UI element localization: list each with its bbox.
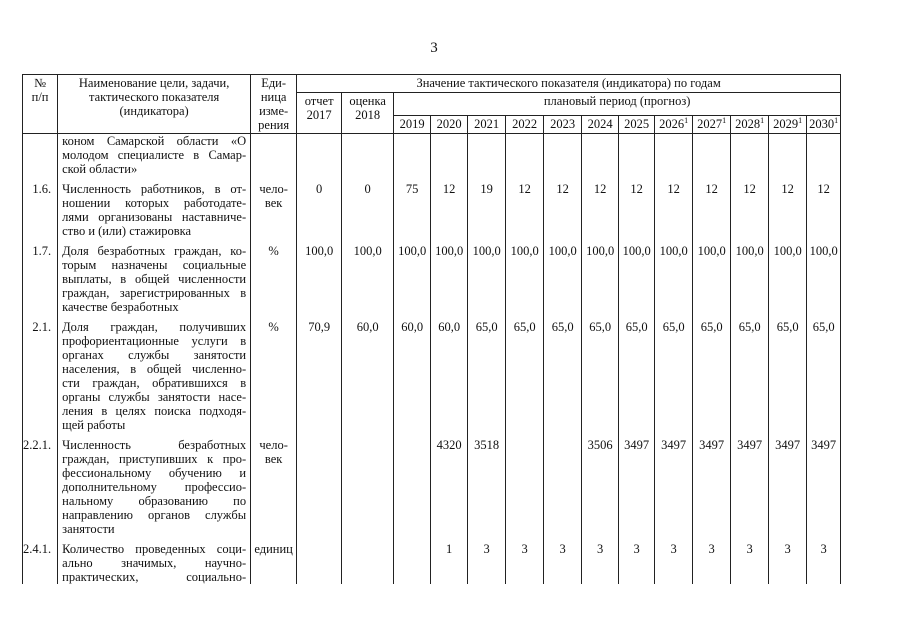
indicator-value: 100,0 [769,244,807,314]
header-year: 2022 [506,116,544,134]
table-row [23,438,841,536]
indicator-value: 1 [431,542,468,584]
indicator-value [731,134,769,177]
header-year: 2020 [431,116,468,134]
indicator-value [544,134,582,177]
header-report: отчет 2017 [297,93,342,134]
indicator-value [394,542,431,584]
indicator-value [619,134,655,177]
indicator-name: Доля безработных граждан, ко- торым назначены социальные выплаты, в общей численности граждан, зарегистрированных в качестве безработных [58,244,251,314]
indicator-name: коном Самарской области «О молодом специалисте в Самар- ской области» [58,134,251,177]
row-number: 2.2.1. [23,438,58,536]
indicator-value: 3 [468,542,506,584]
footnote-mark: 1 [834,115,839,125]
indicator-value: 100,0 [468,244,506,314]
row-number [23,134,58,177]
header-year: 2021 [468,116,506,134]
indicator-value: 65,0 [807,320,841,432]
indicator-value [394,134,431,177]
indicator-value [468,134,506,177]
indicator-value: 100,0 [506,244,544,314]
header-year: 2027$^1$ [693,116,731,134]
header-year: 2025 [619,116,655,134]
indicator-value: 65,0 [468,320,506,432]
indicator-value: 100,0 [394,244,431,314]
indicator-value: 60,0 [431,320,468,432]
header-unit: Еди- ница изме- рения [251,75,297,134]
indicator-value: 12 [693,182,731,238]
indicator-value: 3 [731,542,769,584]
indicator-value: 3497 [769,438,807,536]
row-number: 2.1. [23,320,58,432]
header-values-group: Значение тактического показателя (индикатора) по годам [297,75,841,93]
indicator-value: 60,0 [394,320,431,432]
indicator-value [342,438,394,536]
indicator-value [342,134,394,177]
indicator-value: 4320 [431,438,468,536]
unit-of-measure: чело- век [251,438,297,536]
header-year: 2019 [394,116,431,134]
indicator-value: 100,0 [544,244,582,314]
indicator-value: 3 [693,542,731,584]
header-year: 2029$^1$ [769,116,807,134]
indicator-value: 65,0 [769,320,807,432]
indicator-value [544,438,582,536]
indicator-value [655,134,693,177]
indicator-value [342,542,394,584]
indicator-name: Численность безработных граждан, приступивших к про- фессиональному обучению и дополнительному профессио- нальному образованию по направлению органов службы занятости [58,438,251,536]
indicator-value: 100,0 [342,244,394,314]
indicator-value: 3 [544,542,582,584]
row-number: 1.7. [23,244,58,314]
indicator-value [582,134,619,177]
table-row [23,244,841,314]
indicator-value: 65,0 [619,320,655,432]
indicator-value: 12 [619,182,655,238]
header-name: Наименование цели, задачи, тактического показателя (индикатора) [58,75,251,134]
indicator-value [693,134,731,177]
footnote-mark: 1 [722,115,727,125]
indicator-value: 65,0 [693,320,731,432]
indicator-value: 65,0 [506,320,544,432]
indicator-value: 12 [431,182,468,238]
indicator-value: 19 [468,182,506,238]
indicator-value [769,134,807,177]
indicator-value: 3 [582,542,619,584]
row-number: 1.6. [23,182,58,238]
indicator-value: 3497 [619,438,655,536]
indicator-value: 0 [342,182,394,238]
page-number: 3 [430,40,438,56]
indicator-name: Численность работников, в от- ношении которых работодате- лями организованы наставниче- ство и (или) стажировка [58,182,251,238]
indicator-value [297,438,342,536]
row-number: 2.4.1. [23,542,58,584]
indicator-value: 3 [807,542,841,584]
indicator-value [506,134,544,177]
indicator-value: 100,0 [693,244,731,314]
indicator-value: 12 [582,182,619,238]
table-row [23,134,841,177]
table-row [23,320,841,432]
indicator-value: 12 [731,182,769,238]
header-year: 2024 [582,116,619,134]
indicator-value: 3497 [693,438,731,536]
indicator-value: 100,0 [297,244,342,314]
indicator-value: 12 [506,182,544,238]
indicator-value: 12 [769,182,807,238]
indicator-value: 3497 [731,438,769,536]
header-year: 2028$^1$ [731,116,769,134]
header-num: № п/п [23,75,58,134]
indicators-table [22,74,841,584]
unit-of-measure: % [251,320,297,432]
header-estimate: оценка 2018 [342,93,394,134]
table-row [23,542,841,584]
table-header [23,75,841,134]
unit-of-measure: чело- век [251,182,297,238]
indicator-value: 3497 [655,438,693,536]
indicator-value: 3 [619,542,655,584]
indicator-value: 100,0 [807,244,841,314]
header-year: 2026$^1$ [655,116,693,134]
footnote-mark: 1 [760,115,765,125]
indicator-value [297,134,342,177]
indicator-value: 3497 [807,438,841,536]
table-body [23,134,841,585]
header-plan-period: плановый период (прогноз) [394,93,841,116]
indicator-value: 65,0 [655,320,693,432]
indicator-value: 100,0 [619,244,655,314]
indicator-value: 0 [297,182,342,238]
indicator-value: 70,9 [297,320,342,432]
indicator-value [506,438,544,536]
indicator-value: 65,0 [731,320,769,432]
footnote-mark: 1 [684,115,689,125]
indicator-value: 3506 [582,438,619,536]
indicator-value: 3518 [468,438,506,536]
indicator-value: 12 [655,182,693,238]
unit-of-measure: единиц [251,542,297,584]
indicator-value: 60,0 [342,320,394,432]
indicator-value: 12 [807,182,841,238]
indicator-value: 75 [394,182,431,238]
indicator-value: 3 [655,542,693,584]
indicator-value: 12 [544,182,582,238]
indicator-value: 100,0 [431,244,468,314]
indicator-value: 65,0 [582,320,619,432]
indicator-value: 65,0 [544,320,582,432]
indicator-value [394,438,431,536]
header-year: 2030$^1$ [807,116,841,134]
indicator-name: Количество проведенных соци- ально значимых, научно- практических, социально- [58,542,251,584]
indicator-value: 3 [506,542,544,584]
indicator-value: 3 [769,542,807,584]
unit-of-measure: % [251,244,297,314]
indicator-value: 100,0 [655,244,693,314]
footnote-mark: 1 [798,115,803,125]
unit-of-measure [251,134,297,177]
indicator-value: 100,0 [582,244,619,314]
header-year: 2023 [544,116,582,134]
indicator-name: Доля граждан, получивших профориентационные услуги в органах службы занятости населения, в общей численно- сти граждан, обратившихся в органы службы занятости насе- ления в целях поиска подходя- щей работы [58,320,251,432]
indicator-value [297,542,342,584]
table-row [23,182,841,238]
indicator-value [431,134,468,177]
indicator-value: 100,0 [731,244,769,314]
indicator-value [807,134,841,177]
